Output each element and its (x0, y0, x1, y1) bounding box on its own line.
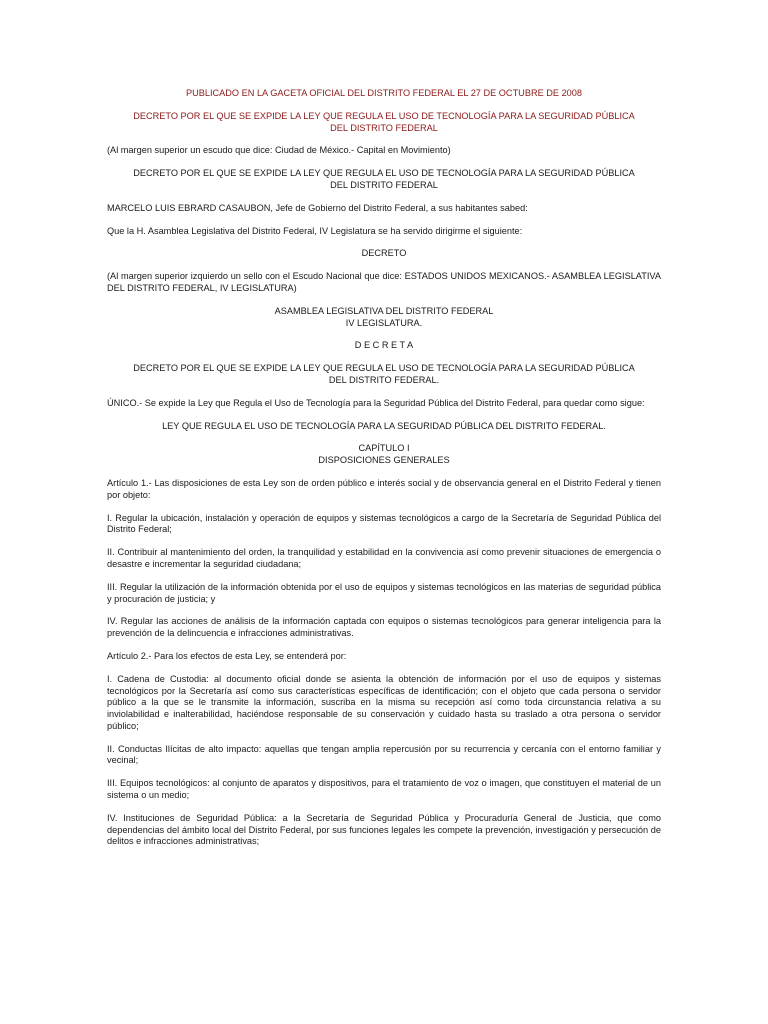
article-1: Artículo 1.- Las disposiciones de esta Ley son de orden público e interés social y de observancia general en el Distrito Federal y tienen por objeto: (107, 477, 661, 500)
article-1-item-ii: II. Contribuir al mantenimiento del orden, la tranquilidad y estabilidad en la convivencia así como prevenir situaciones de emergencia o desastre e incrementar la seguridad ciudadana; (107, 547, 661, 569)
law-title: LEY QUE REGULA EL USO DE TECNOLOGÍA PARA LA SEGURIDAD PÚBLICA DEL DISTRITO FEDERAL. (162, 420, 606, 431)
decree-repeat-line-1: DECRETO POR EL QUE SE EXPIDE LA LEY QUE REGULA EL USO DE TECNOLOGÍA PARA LA SEGURIDAD PÚBLICA (133, 168, 635, 179)
decreto-heading: DECRETO (361, 248, 407, 259)
article-2-item-iv: IV. Instituciones de Seguridad Pública: a la Secretaría de Seguridad Pública y Procuraduría General de Justicia, que como dependencias del ámbito local del Distrito Federal, por sus funciones legales les compete la prevención, investigación y persecución de delitos e infracciones administrativas; (107, 812, 661, 847)
decree-third-line-2: DEL DISTRITO FEDERAL. (328, 374, 440, 385)
article-2-item-i: I. Cadena de Custodia: al documento oficial donde se asienta la obtención de información por el uso de equipos y sistemas tecnológicos por la Secretaría así como sus características específicas de identificación; con el objeto que cada persona o servidor público a la que se le transmite la información, suscriba en la misma su recepción así como toda circunstancia relativa a su inviolabilidad e inalterabilidad, haciéndose responsable de su conservación y cuidado hasta su traslado a otra persona o servidor público; (107, 673, 661, 731)
article-1-item-iii: III. Regular la utilización de la información obtenida por el uso de equipos y sistemas tecnológicos en las materias de seguridad pública y procuración de justicia; y (107, 581, 661, 604)
mayor-paragraph: MARCELO LUIS EBRARD CASAUBON, Jefe de Gobierno del Distrito Federal, a sus habitantes sabed: (107, 202, 528, 213)
decreta-heading: D E C R E T A (354, 340, 414, 351)
seal-note: (Al margen superior izquierdo un sello con el Escudo Nacional que dice: ESTADOS UNIDOS MEXICANOS.- ASAMBLEA LEGISLATIVA DEL DISTRITO FEDERAL, IV LEGISLATURA) (107, 271, 661, 293)
margin-note: (Al margen superior un escudo que dice: Ciudad de México.- Capital en Movimiento) (107, 145, 451, 156)
unico-paragraph: ÚNICO.- Se expide la Ley que Regula el Uso de Tecnología para la Seguridad Pública del Distrito Federal, para quedar como sigue: (107, 397, 645, 408)
assembly-paragraph: Que la H. Asamblea Legislativa del Distrito Federal, IV Legislatura se ha servido dirigirme el siguiente: (107, 225, 523, 236)
chapter-heading: CAPÍTULO I (358, 443, 410, 454)
decree-title-line-2: DEL DISTRITO FEDERAL (330, 122, 438, 133)
article-1-item-i: I. Regular la ubicación, instalación y operación de equipos y sistemas tecnológicos a cargo de la Secretaría de Seguridad Pública del Distrito Federal; (107, 512, 661, 535)
document-page (107, 88, 661, 848)
publication-line: PUBLICADO EN LA GACETA OFICIAL DEL DISTRITO FEDERAL EL 27 DE OCTUBRE DE 2008 (185, 88, 583, 98)
article-1-item-iv: IV. Regular las acciones de análisis de la información captada con equipos o sistemas tecnológicos para generar inteligencia para la prevención de la delincuencia e infracciones administrativas. (107, 616, 661, 639)
article-2-item-ii: II. Conductas Ilícitas de alto impacto: aquellas que tengan amplia repercusión por su recurrencia y cercanía con el entorno familiar y vecinal; (107, 743, 661, 766)
asamblea-line-1: ASAMBLEA LEGISLATIVA DEL DISTRITO FEDERAL (274, 305, 494, 316)
decree-third-line-1: DECRETO POR EL QUE SE EXPIDE LA LEY QUE REGULA EL USO DE TECNOLOGÍA PARA LA SEGURIDAD PÚBLICA (133, 363, 635, 374)
chapter-name: DISPOSICIONES GENERALES (318, 455, 450, 466)
decree-repeat-line-2: DEL DISTRITO FEDERAL (330, 179, 438, 190)
article-2: Artículo 2.- Para los efectos de esta Ley, se entenderá por: (107, 650, 347, 661)
article-2-item-iii: III. Equipos tecnológicos: al conjunto de aparatos y dispositivos, para el tratamiento de voz o imagen, que constituyen el material de un sistema o un medio; (107, 778, 661, 801)
decree-title-line-1: DECRETO POR EL QUE SE EXPIDE LA LEY QUE REGULA EL USO DE TECNOLOGÍA PARA LA SEGURIDAD PÚBLICA (133, 110, 635, 121)
asamblea-line-2: IV LEGISLATURA. (345, 317, 423, 328)
